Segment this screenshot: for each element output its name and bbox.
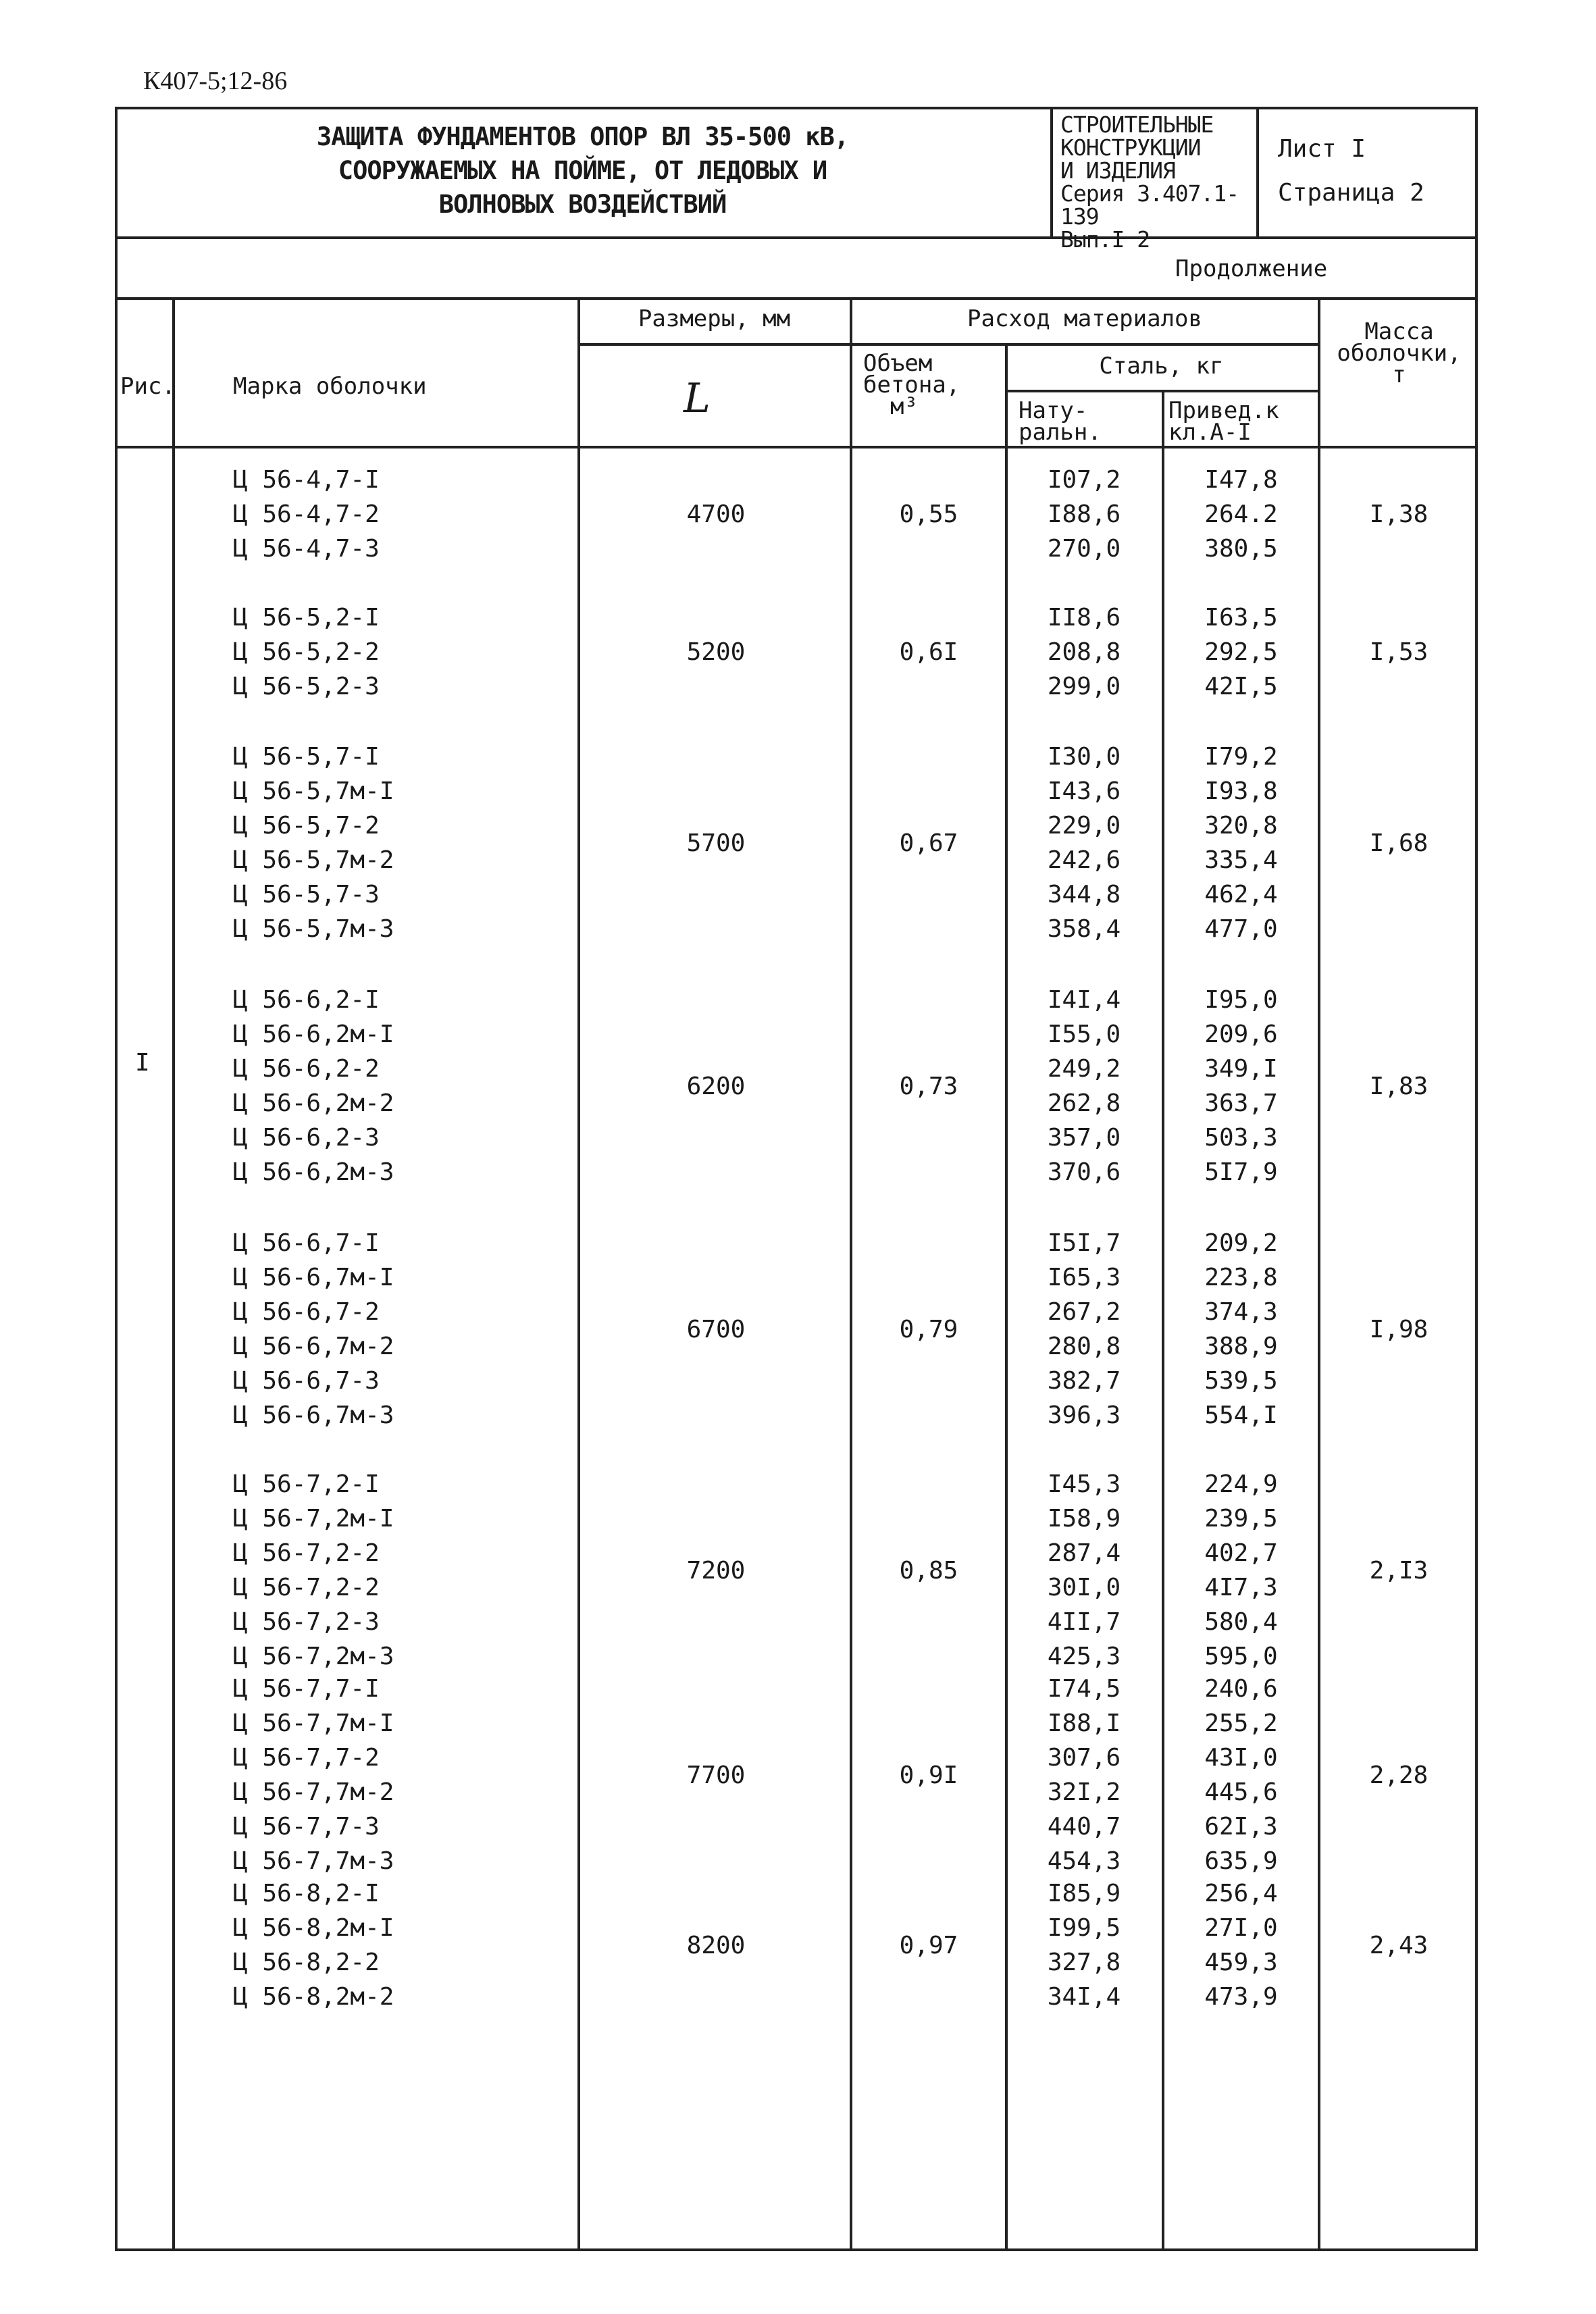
cell-concrete: 0,97: [899, 1931, 958, 1959]
title-divider: [1050, 107, 1053, 236]
cell-steel-reduced: 292,5: [1204, 638, 1278, 666]
cell-mark: Ц 56-8,2-I: [233, 1880, 380, 1907]
cell-steel-natural: I85,9: [1047, 1880, 1121, 1907]
page-number: Страница 2: [1278, 179, 1424, 207]
column-divider: [577, 297, 580, 2251]
column-divider: [1318, 297, 1320, 2251]
cell-steel-reduced: 580,4: [1204, 1608, 1278, 1636]
cell-steel-natural: 396,3: [1047, 1402, 1121, 1429]
header-line: кл.А-I: [1168, 419, 1252, 446]
cell-steel-reduced: I63,5: [1204, 604, 1278, 632]
cell-steel-natural: I74,5: [1047, 1675, 1121, 1703]
cell-steel-reduced: 223,8: [1204, 1264, 1278, 1291]
cell-mass: 2,28: [1369, 1761, 1428, 1789]
col-header-natural: [1019, 397, 1102, 446]
cell-mark: Ц 56-8,2м-I: [233, 1914, 394, 1942]
cell-steel-natural: 344,8: [1047, 881, 1121, 908]
cell-steel-natural: II8,6: [1047, 604, 1121, 632]
cell-length: 5700: [686, 829, 746, 857]
cell-length: 5200: [686, 638, 746, 666]
cell-concrete: 0,6I: [899, 638, 958, 666]
cell-steel-reduced: 239,5: [1204, 1505, 1278, 1533]
title-line: СООРУЖАЕМЫХ НА ПОЙМЕ, ОТ ЛЕДОВЫХ И: [338, 156, 827, 185]
cell-mark: Ц 56-6,2-2: [233, 1055, 380, 1083]
cell-concrete: 0,9I: [899, 1761, 958, 1789]
cell-mark: Ц 56-6,7м-3: [233, 1402, 394, 1429]
continuation-label: Продолжение: [1175, 255, 1328, 282]
header-line: Нату-: [1019, 397, 1088, 424]
cell-mark: Ц 56-6,7-3: [233, 1367, 380, 1395]
col-header-concrete: [863, 350, 960, 420]
cell-steel-reduced: I93,8: [1204, 777, 1278, 805]
cell-steel-natural: 229,0: [1047, 812, 1121, 840]
series-line: И ИЗДЕЛИЯ: [1060, 157, 1175, 184]
cell-steel-reduced: I79,2: [1204, 743, 1278, 771]
cell-steel-reduced: 380,5: [1204, 535, 1278, 563]
cell-steel-natural: I43,6: [1047, 777, 1121, 805]
cell-steel-reduced: 209,2: [1204, 1229, 1278, 1257]
cell-mass: 2,I3: [1369, 1556, 1428, 1585]
cell-steel-reduced: 459,3: [1204, 1949, 1278, 1976]
cell-mark: Ц 56-6,2-I: [233, 986, 380, 1014]
cell-length: 4700: [686, 500, 746, 528]
cell-steel-natural: I4I,4: [1047, 986, 1121, 1014]
cell-steel-natural: 454,3: [1047, 1847, 1121, 1875]
cell-mass: I,98: [1369, 1315, 1428, 1343]
sheet-number: Лист I: [1278, 135, 1366, 163]
column-divider: [1162, 390, 1164, 2251]
cell-mark: Ц 56-7,2-2: [233, 1574, 380, 1601]
cell-steel-reduced: 320,8: [1204, 812, 1278, 840]
document-code: К407-5;12-86: [143, 67, 288, 95]
cell-steel-reduced: 402,7: [1204, 1539, 1278, 1567]
series-line: СТРОИТЕЛЬНЫЕ: [1060, 111, 1214, 138]
col-header-mark: Марка оболочки: [233, 373, 427, 400]
cell-steel-reduced: 255,2: [1204, 1709, 1278, 1737]
cell-steel-reduced: 240,6: [1204, 1675, 1278, 1703]
cell-length: 7200: [686, 1556, 746, 1585]
cell-mass: I,38: [1369, 500, 1428, 528]
cell-steel-reduced: 209,6: [1204, 1021, 1278, 1048]
col-header-materials: Расход материалов: [967, 305, 1202, 332]
title-block: [115, 107, 1478, 253]
cell-steel-natural: I88,I: [1047, 1709, 1121, 1737]
document-title: [115, 120, 1050, 222]
cell-steel-natural: 425,3: [1047, 1643, 1121, 1670]
cell-concrete: 0,67: [899, 829, 958, 857]
cell-steel-reduced: 554,I: [1204, 1402, 1278, 1429]
cell-mark: Ц 56-7,7м-I: [233, 1709, 394, 1737]
cell-steel-reduced: 388,9: [1204, 1333, 1278, 1360]
header-line: Привед.к: [1168, 397, 1279, 424]
cell-mark: Ц 56-5,7-3: [233, 881, 380, 908]
cell-mark: Ц 56-4,7-I: [233, 466, 380, 494]
cell-steel-natural: 4II,7: [1047, 1608, 1121, 1636]
cell-mark: Ц 56-7,7-2: [233, 1744, 380, 1772]
cell-length: 6200: [686, 1072, 746, 1100]
cell-length: 8200: [686, 1931, 746, 1959]
cell-steel-natural: 30I,0: [1047, 1574, 1121, 1601]
cell-mark: Ц 56-7,7-3: [233, 1813, 380, 1841]
cell-mark: Ц 56-6,2м-I: [233, 1021, 394, 1048]
cell-steel-reduced: 335,4: [1204, 846, 1278, 874]
cell-mark: Ц 56-5,7-2: [233, 812, 380, 840]
cell-steel-natural: 370,6: [1047, 1158, 1121, 1186]
column-divider: [850, 297, 852, 2251]
series-line: Серия 3.407.1-139: [1060, 180, 1239, 230]
cell-steel-reduced: 462,4: [1204, 881, 1278, 908]
cell-concrete: 0,79: [899, 1315, 958, 1343]
cell-mass: I,83: [1369, 1072, 1428, 1100]
cell-steel-reduced: 27I,0: [1204, 1914, 1278, 1942]
cell-concrete: 0,73: [899, 1072, 958, 1100]
cell-mark: Ц 56-5,2-3: [233, 673, 380, 700]
cell-length: 6700: [686, 1315, 746, 1343]
cell-steel-reduced: 349,I: [1204, 1055, 1278, 1083]
header-line: оболочки,: [1337, 340, 1462, 367]
cell-mark: Ц 56-7,7м-3: [233, 1847, 394, 1875]
cell-mark: Ц 56-5,7-I: [233, 743, 380, 771]
cell-mark: Ц 56-6,2-3: [233, 1124, 380, 1152]
cell-steel-reduced: 224,9: [1204, 1470, 1278, 1498]
cell-steel-reduced: 503,3: [1204, 1124, 1278, 1152]
cell-mark: Ц 56-8,2-2: [233, 1949, 380, 1976]
series-block: [1060, 113, 1253, 251]
cell-steel-natural: 32I,2: [1047, 1778, 1121, 1806]
cell-steel-natural: 358,4: [1047, 915, 1121, 943]
cell-mark: Ц 56-5,2-2: [233, 638, 380, 666]
cell-steel-reduced: I47,8: [1204, 466, 1278, 494]
cell-mass: 2,43: [1369, 1931, 1428, 1959]
cell-mark: Ц 56-7,2-2: [233, 1539, 380, 1567]
cell-steel-reduced: 4I7,3: [1204, 1574, 1278, 1601]
cell-steel-natural: I30,0: [1047, 743, 1121, 771]
header-line: ральн.: [1019, 419, 1102, 446]
cell-steel-natural: I99,5: [1047, 1914, 1121, 1942]
cell-mark: Ц 56-6,2м-3: [233, 1158, 394, 1186]
series-line: КОНСТРУКЦИИ: [1060, 134, 1201, 161]
cell-steel-reduced: 256,4: [1204, 1880, 1278, 1907]
cell-steel-natural: 280,8: [1047, 1333, 1121, 1360]
cell-steel-natural: 262,8: [1047, 1089, 1121, 1117]
figure-label: I: [135, 1049, 150, 1077]
title-line: ЗАЩИТА ФУНДАМЕНТОВ ОПОР ВЛ 35-500 кВ,: [316, 122, 849, 151]
cell-steel-natural: 357,0: [1047, 1124, 1121, 1152]
length-symbol-icon: L: [684, 375, 711, 422]
cell-mass: I,53: [1369, 638, 1428, 666]
cell-mark: Ц 56-6,7м-2: [233, 1333, 394, 1360]
column-divider: [1005, 343, 1008, 2251]
cell-steel-natural: 34I,4: [1047, 1983, 1121, 2011]
cell-steel-natural: I58,9: [1047, 1505, 1121, 1533]
cell-length: 7700: [686, 1761, 746, 1789]
cell-mark: Ц 56-5,7м-I: [233, 777, 394, 805]
cell-steel-natural: 287,4: [1047, 1539, 1121, 1567]
cell-steel-natural: 382,7: [1047, 1367, 1121, 1395]
cell-steel-natural: 327,8: [1047, 1949, 1121, 1976]
cell-mass: I,68: [1369, 829, 1428, 857]
title-divider: [1256, 107, 1259, 236]
cell-steel-reduced: 477,0: [1204, 915, 1278, 943]
cell-concrete: 0,55: [899, 500, 958, 528]
cell-steel-reduced: 473,9: [1204, 1983, 1278, 2011]
cell-mark: Ц 56-4,7-3: [233, 535, 380, 563]
cell-steel-natural: I07,2: [1047, 466, 1121, 494]
cell-mark: Ц 56-7,7-I: [233, 1675, 380, 1703]
cell-steel-natural: 299,0: [1047, 673, 1121, 700]
col-header-sizes: Размеры, мм: [638, 305, 791, 332]
cell-steel-natural: 307,6: [1047, 1744, 1121, 1772]
cell-mark: Ц 56-7,2-I: [233, 1470, 380, 1498]
table-top-border: [115, 297, 1478, 300]
cell-steel-natural: I45,3: [1047, 1470, 1121, 1498]
header-divider: [577, 343, 1318, 346]
cell-steel-reduced: 62I,3: [1204, 1813, 1278, 1841]
cell-steel-reduced: 595,0: [1204, 1643, 1278, 1670]
cell-mark: Ц 56-4,7-2: [233, 500, 380, 528]
cell-steel-natural: I55,0: [1047, 1021, 1121, 1048]
cell-mark: Ц 56-6,7-2: [233, 1298, 380, 1326]
cell-steel-reduced: 374,3: [1204, 1298, 1278, 1326]
header-line: Масса: [1364, 318, 1434, 345]
cell-mark: Ц 56-6,7-I: [233, 1229, 380, 1257]
header-line: м³: [890, 393, 918, 420]
cell-steel-natural: 270,0: [1047, 535, 1121, 563]
cell-mark: Ц 56-7,7м-2: [233, 1778, 394, 1806]
cell-mark: Ц 56-5,2-I: [233, 604, 380, 632]
cell-steel-reduced: I95,0: [1204, 986, 1278, 1014]
cell-steel-reduced: 5I7,9: [1204, 1158, 1278, 1186]
cell-mark: Ц 56-5,7м-2: [233, 846, 394, 874]
cell-mark: Ц 56-7,2м-I: [233, 1505, 394, 1533]
header-bottom-border: [115, 446, 1478, 448]
cell-steel-natural: 208,8: [1047, 638, 1121, 666]
cell-steel-reduced: 42I,5: [1204, 673, 1278, 700]
cell-steel-natural: I65,3: [1047, 1264, 1121, 1291]
cell-concrete: 0,85: [899, 1556, 958, 1585]
title-line: ВОЛНОВЫХ ВОЗДЕЙСТВИЙ: [438, 190, 727, 219]
series-line: Вып.I 2: [1060, 226, 1150, 253]
cell-steel-natural: I88,6: [1047, 500, 1121, 528]
cell-steel-reduced: 445,6: [1204, 1778, 1278, 1806]
cell-mark: Ц 56-8,2м-2: [233, 1983, 394, 2011]
cell-mark: Ц 56-7,2м-3: [233, 1643, 394, 1670]
cell-steel-natural: 249,2: [1047, 1055, 1121, 1083]
col-header-steel: Сталь, кг: [1099, 353, 1224, 380]
cell-steel-reduced: 539,5: [1204, 1367, 1278, 1395]
col-header-reduced: [1168, 397, 1279, 446]
cell-steel-natural: 242,6: [1047, 846, 1121, 874]
cell-mark: Ц 56-5,7м-3: [233, 915, 394, 943]
cell-steel-natural: 267,2: [1047, 1298, 1121, 1326]
cell-steel-reduced: 363,7: [1204, 1089, 1278, 1117]
header-line: Объем: [863, 350, 933, 377]
cell-steel-natural: 440,7: [1047, 1813, 1121, 1841]
cell-mark: Ц 56-6,7м-I: [233, 1264, 394, 1291]
cell-mark: Ц 56-7,2-3: [233, 1608, 380, 1636]
header-line: т: [1392, 361, 1406, 388]
col-header-mass: [1320, 318, 1478, 388]
cell-steel-reduced: 264.2: [1204, 500, 1278, 528]
cell-steel-reduced: 635,9: [1204, 1847, 1278, 1875]
header-line: бетона,: [863, 371, 960, 398]
column-divider: [172, 297, 175, 2251]
cell-steel-natural: I5I,7: [1047, 1229, 1121, 1257]
col-header-fig: Рис.: [120, 373, 176, 400]
cell-mark: Ц 56-6,2м-2: [233, 1089, 394, 1117]
cell-steel-reduced: 43I,0: [1204, 1744, 1278, 1772]
